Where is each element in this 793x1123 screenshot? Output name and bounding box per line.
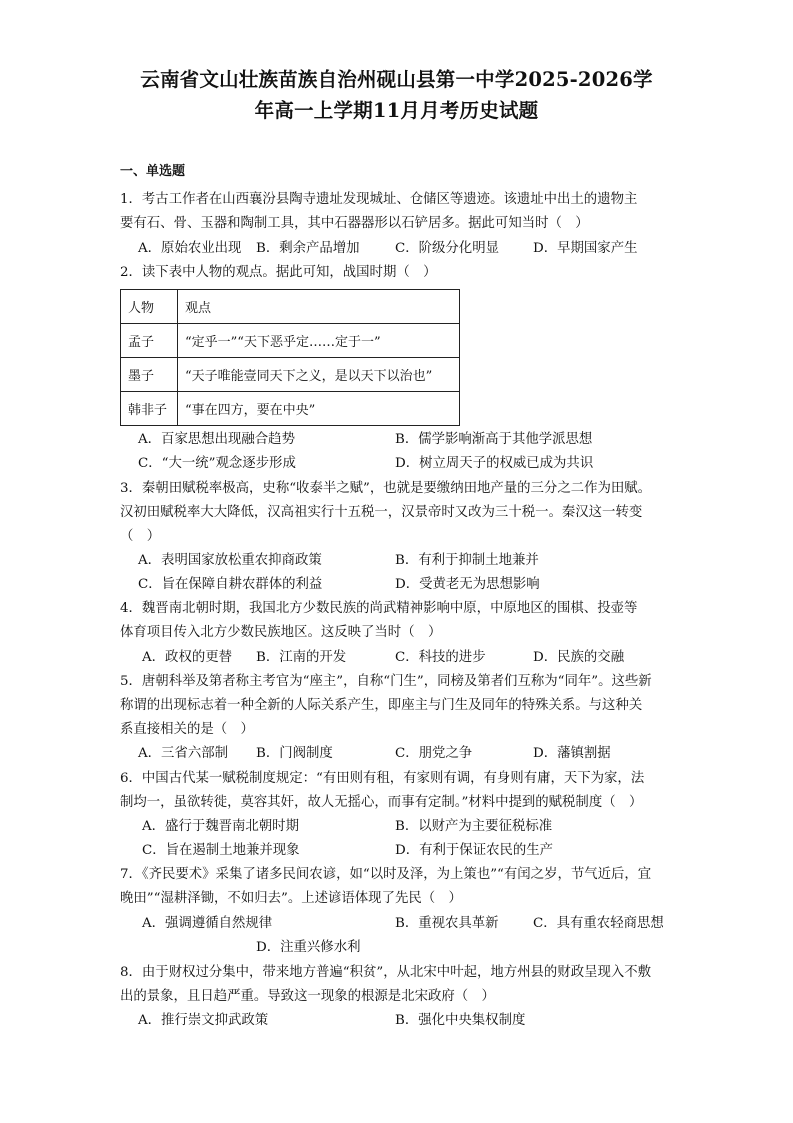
question-7 bbox=[120, 863, 680, 911]
question-4 bbox=[120, 597, 680, 645]
option-b: B．江南的开发 bbox=[256, 650, 347, 665]
table-cell: “天子唯能壹同天下之义，是以天下以治也” bbox=[178, 358, 460, 392]
question-text-line: （ ） bbox=[120, 529, 161, 545]
question-text-line: 要有石、骨、玉器和陶制工具，其中石器器形以石铲居多。据此可知当时（ ） bbox=[120, 216, 589, 232]
table-row bbox=[121, 358, 460, 392]
option-a: A．推行崇文抑武政策 bbox=[138, 1013, 269, 1028]
table-cell: 墨子 bbox=[121, 358, 178, 392]
question-text-line: 7．《齐民要术》采集了诸多民间农谚，如“以时及泽，为上策也”“有闰之岁，节气近后，宜 bbox=[120, 867, 652, 882]
question-8 bbox=[120, 961, 680, 1009]
option-d: D．藩镇割据 bbox=[533, 746, 611, 761]
question-text-line: 体育项目传入北方少数民族地区。这反映了当时（ ） bbox=[120, 625, 442, 641]
option-c: C．“大一统”观念逐步形成 bbox=[138, 456, 296, 471]
question-text-line: 3．秦朝田赋税率极高，史称“收泰半之赋”，也就是要缴纳田地产量的三分之二作为田赋。 bbox=[120, 481, 652, 496]
section-heading: 一、单选题 bbox=[120, 164, 186, 179]
option-b: B．强化中央集权制度 bbox=[395, 1013, 526, 1028]
table-cell: 孟子 bbox=[121, 324, 178, 358]
question-text-line: 汉初田赋税率大大降低，汉高祖实行十五税一，汉景帝时又改为三十税一。秦汉这一转变 bbox=[120, 505, 643, 521]
question-2 bbox=[120, 261, 680, 285]
option-a: A．表明国家放松重农抑商政策 bbox=[138, 553, 322, 568]
question-3 bbox=[120, 477, 680, 550]
table-cell: “定乎一”“天下恶乎定……定于一” bbox=[178, 324, 460, 358]
question-text-line: 出的景象，且日趋严重。导致这一现象的根源是北宋政府（ ） bbox=[120, 989, 495, 1005]
option-c: C．旨在保障自耕农群体的利益 bbox=[138, 577, 323, 592]
option-d: D．早期国家产生 bbox=[533, 241, 638, 256]
option-c: C．科技的进步 bbox=[395, 650, 486, 665]
question-text-line: 称谓的出现标志着一种全新的人际关系产生，即座主与门生及同年的特殊关系。与这种关 bbox=[120, 698, 643, 714]
option-d: D．受黄老无为思想影响 bbox=[395, 577, 540, 592]
table-header-row bbox=[121, 290, 460, 324]
table-cell: “事在四方，要在中央” bbox=[178, 392, 460, 426]
option-b: B．剩余产品增加 bbox=[256, 241, 360, 256]
question-text-line: 4．魏晋南北朝时期，我国北方少数民族的尚武精神影响中原，中原地区的围棋、投壶等 bbox=[120, 601, 638, 616]
option-c: C．具有重农轻商思想 bbox=[533, 916, 664, 931]
question-1 bbox=[120, 188, 680, 236]
question-5 bbox=[120, 670, 680, 743]
option-a: A．盛行于魏晋南北朝时期 bbox=[142, 819, 299, 834]
question-text-line: 制均一，虽欲转徙，莫容其奸，故人无摇心，而事有定制。”材料中提到的赋税制度（ ） bbox=[120, 795, 643, 811]
title-line-2: 年高一上学期11月月考历史试题 bbox=[254, 99, 539, 122]
option-c: C．朋党之争 bbox=[395, 746, 473, 761]
question-text-line: 1．考古工作者在山西襄汾县陶寺遗址发现城址、仓储区等遗迹。该遗址中出土的遗物主 bbox=[120, 192, 638, 207]
table-header-cell: 人物 bbox=[121, 290, 178, 324]
option-a: A．强调遵循自然规律 bbox=[142, 916, 273, 931]
option-a: A．原始农业出现 bbox=[138, 241, 242, 256]
option-d: D．有利于保证农民的生产 bbox=[395, 843, 554, 858]
exam-title bbox=[100, 64, 693, 126]
option-b: B．有利于抑制土地兼并 bbox=[395, 553, 539, 568]
table-row bbox=[121, 324, 460, 358]
title-line-1: 云南省文山壮族苗族自治州砚山县第一中学2025-2026学 bbox=[140, 68, 653, 91]
question-text-line: 2．读下表中人物的观点。据此可知，战国时期（ ） bbox=[120, 265, 437, 280]
option-a: A．政权的更替 bbox=[142, 650, 233, 665]
question-text-line: 6．中国古代某一赋税制度规定：“有田则有租，有家则有调，有身则有庸，天下为家，法 bbox=[120, 771, 645, 786]
question-text-line: 5．唐朝科举及第者称主考官为“座主”，自称“门生”，同榜及第者们互称为“同年”。这些新 bbox=[120, 674, 652, 689]
question-text-line: 8．由于财权过分集中，带来地方普遍“积贫”，从北宋中叶起，地方州县的财政呈现入不敷 bbox=[120, 965, 652, 980]
option-a: A．百家思想出现融合趋势 bbox=[138, 432, 295, 447]
table-cell: 韩非子 bbox=[121, 392, 178, 426]
table-row bbox=[121, 392, 460, 426]
option-d: D．注重兴修水利 bbox=[256, 940, 361, 955]
viewpoints-table bbox=[120, 289, 460, 426]
option-d: D．民族的交融 bbox=[533, 650, 625, 665]
question-text-line: 晚田”“湿耕泽锄，不如归去”。上述谚语体现了先民（ ） bbox=[120, 891, 462, 907]
question-6 bbox=[120, 767, 680, 815]
option-b: B．门阀制度 bbox=[256, 746, 333, 761]
option-b: B．以财产为主要征税标准 bbox=[395, 819, 553, 834]
option-b: B．重视农具革新 bbox=[395, 916, 499, 931]
option-b: B．儒学影响渐高于其他学派思想 bbox=[395, 432, 593, 447]
option-c: C．阶级分化明显 bbox=[395, 241, 499, 256]
option-a: A．三省六部制 bbox=[138, 746, 229, 761]
option-d: D．树立周天子的权威已成为共识 bbox=[395, 456, 594, 471]
option-c: C．旨在遏制土地兼并现象 bbox=[142, 843, 300, 858]
question-text-line: 系直接相关的是（ ） bbox=[120, 722, 254, 738]
table-header-cell: 观点 bbox=[178, 290, 460, 324]
